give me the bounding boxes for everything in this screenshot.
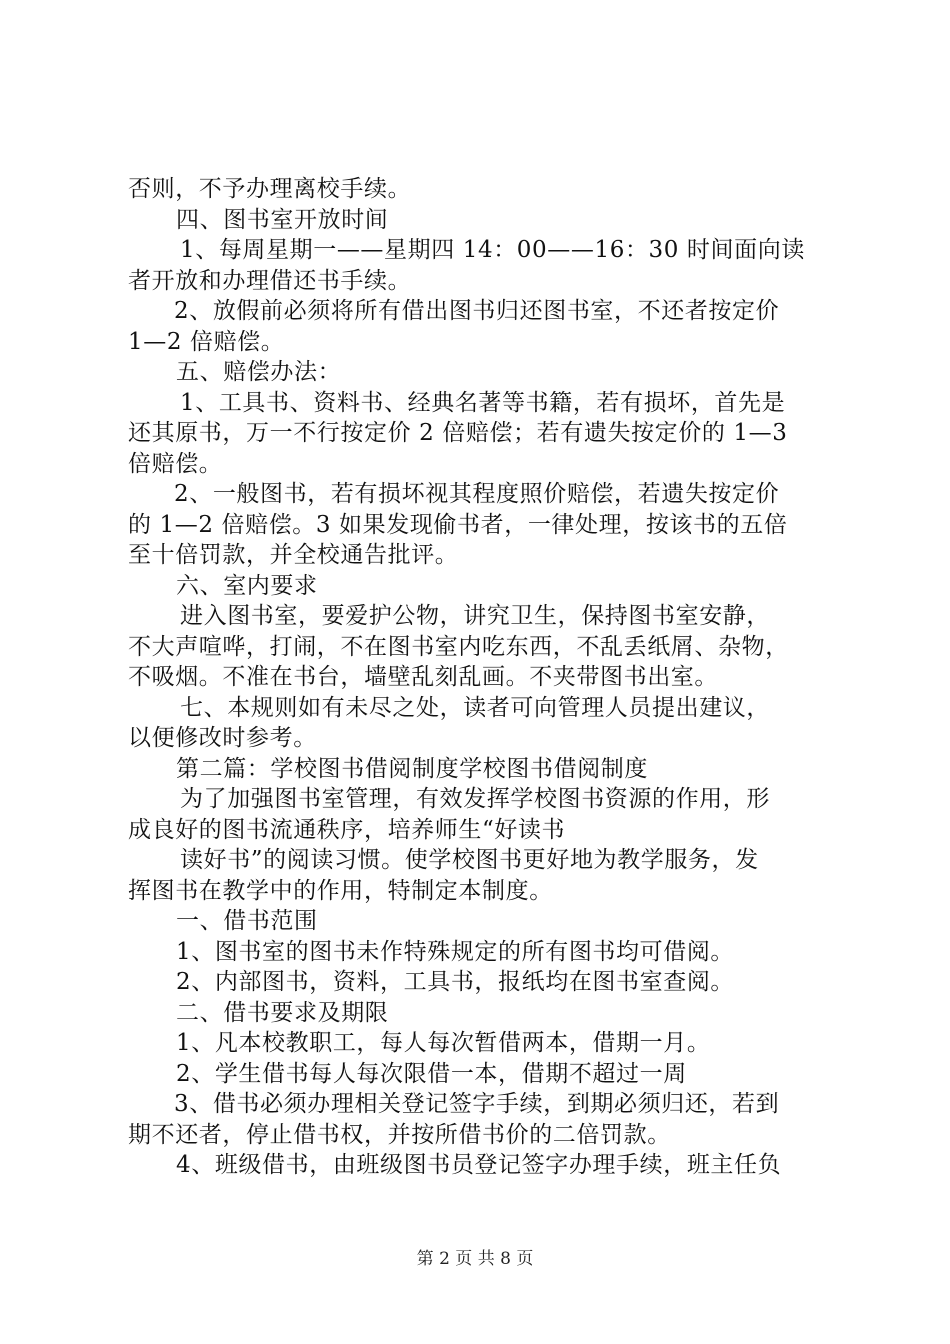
chapter-heading: 第二篇：学校图书借阅制度学校图书借阅制度 — [176, 755, 648, 782]
text-line: 1、图书室的图书未作特殊规定的所有图书均可借阅。 — [176, 938, 735, 965]
text-line: 挥图书在教学中的作用，特制定本制度。 — [128, 877, 553, 904]
text-line: 成良好的图书流通秩序，培养师生“好读书 — [128, 816, 566, 843]
section-heading: 六、室内要求 — [176, 572, 318, 599]
text-line: 3、借书必须办理相关登记签字手续，到期必须归还，若到 — [174, 1091, 780, 1117]
document-body — [128, 174, 828, 1181]
text-line: 1—2 倍赔偿。 — [128, 328, 285, 355]
text-line: 2、学生借书每人每次限借一本，借期不超过一周 — [176, 1060, 687, 1087]
text-line: 者开放和办理借还书手续。 — [128, 267, 412, 294]
text-line: 至十倍罚款，并全校通告批评。 — [128, 542, 459, 568]
text-line: 1、每周星期一——星期四 14：00——16：30 时间面向读 — [180, 237, 805, 263]
text-line: 倍赔偿。 — [128, 450, 223, 477]
text-line: 2、放假前必须将所有借出图书归还图书室，不还者按定价 — [174, 298, 780, 324]
text-line: 进入图书室，要爱护公物，讲究卫生，保持图书室安静， — [180, 603, 770, 629]
text-line: 4、班级借书，由班级图书员登记签字办理手续，班主任负 — [176, 1152, 782, 1178]
text-line: 还其原书，万一不行按定价 2 倍赔偿；若有遗失按定价的 1—3 — [128, 420, 788, 446]
text-line: 不吸烟。不准在书台，墙壁乱刻乱画。不夹带图书出室。 — [128, 664, 718, 690]
section-heading: 二、借书要求及期限 — [176, 999, 389, 1026]
section-heading: 一、借书范围 — [176, 908, 318, 934]
text-line: 期不还者，停止借书权，并按所借书价的二倍罚款。 — [128, 1121, 671, 1148]
text-line: 读好书”的阅读习惯。使学校图书更好地为教学服务，发 — [180, 847, 759, 873]
page-footer: 第 2 页 共 8 页 — [416, 1249, 534, 1269]
text-line: 不大声喧哗，打闹，不在图书室内吃东西，不乱丢纸屑、杂物， — [128, 633, 789, 660]
text-line: 以便修改时参考。 — [128, 725, 317, 751]
text-line: 2、一般图书，若有损坏视其程度照价赔偿，若遗失按定价 — [174, 481, 780, 507]
text-line: 2、内部图书，资料，工具书，报纸均在图书室查阅。 — [176, 969, 735, 995]
text-line: 否则，不予办理离校手续。 — [128, 176, 412, 202]
text-line: 1、工具书、资料书、经典名著等书籍，若有损坏，首先是 — [180, 389, 786, 416]
section-heading: 五、赔偿办法： — [176, 359, 342, 385]
section-heading: 四、图书室开放时间 — [176, 206, 389, 233]
text-line: 1、凡本校教职工，每人每次暂借两本，借期一月。 — [176, 1030, 711, 1056]
text-line: 的 1—2 倍赔偿。3 如果发现偷书者，一律处理，按该书的五倍 — [128, 511, 788, 538]
text-line: 为了加强图书室管理，有效发挥学校图书资源的作用，形 — [180, 786, 770, 812]
text-line: 七、本规则如有未尽之处，读者可向管理人员提出建议， — [180, 694, 770, 721]
